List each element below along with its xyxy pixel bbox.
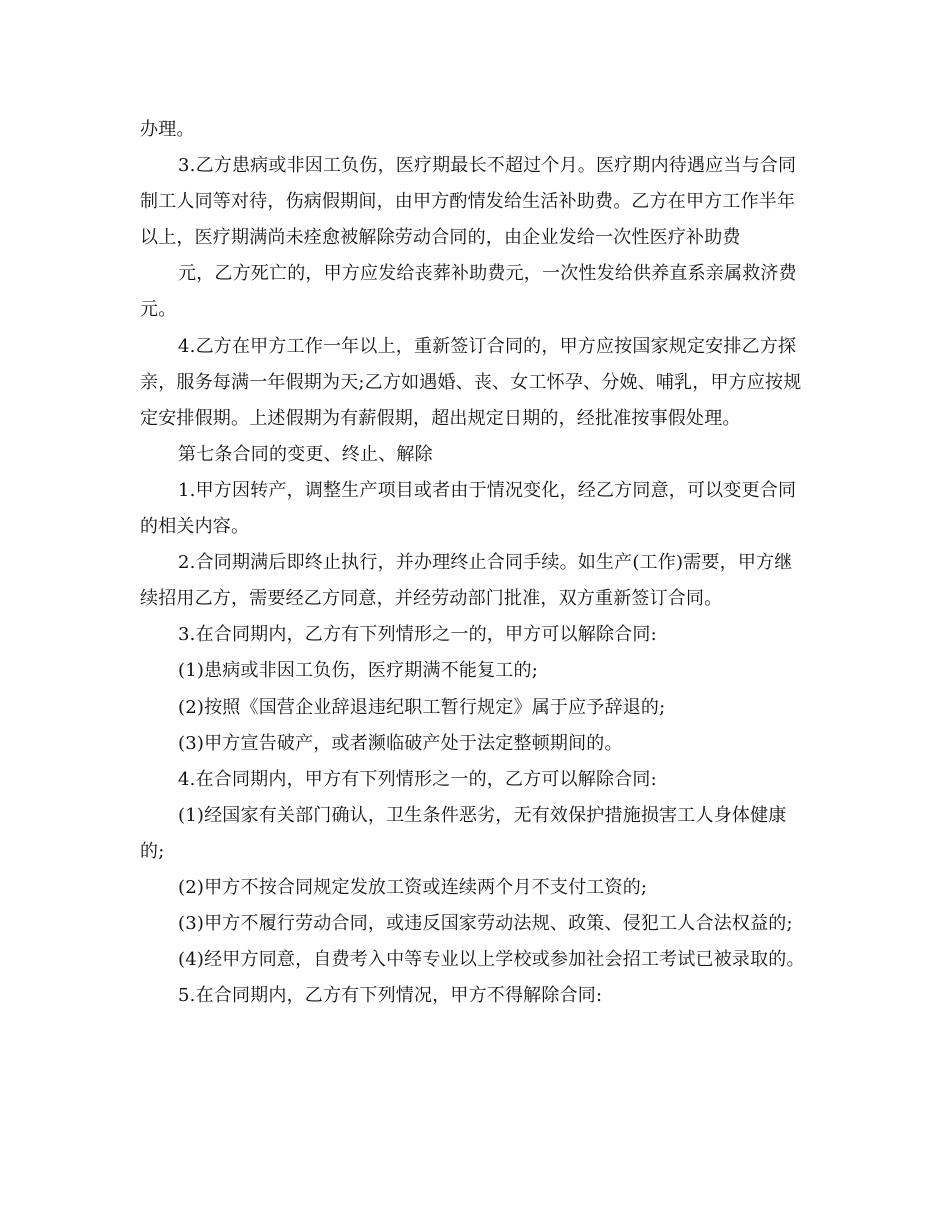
section-heading-article-7: 第七条合同的变更、终止、解除 <box>178 443 433 465</box>
list-item-7-3-1: (1)患病或非因工负伤，医疗期满不能复工的; <box>178 660 538 682</box>
paragraph-7-1-contract-change: 1.甲方因转产，调整生产项目或者由于情况变化，经乙方同意，可以变更合同的相关内容。 <box>140 479 797 538</box>
list-item-7-4-1: (1)经国家有关部门确认，卫生条件恶劣，无有效保护措施损害工人身体健康的; <box>140 804 787 862</box>
paragraph-7-5-no-termination: 5.在合同期内，乙方有下列情况，甲方不得解除合同: <box>178 985 603 1007</box>
paragraph-item-4-home-leave: 4.乙方在甲方工作一年以上，重新签订合同的，甲方应按国家规定安排乙方探亲，服务每满一年假期为天;乙方如遇婚、丧、女工怀孕、分娩、哺乳，甲方应按规定安排假期。上述假期为有薪假期，超出规定日期的，经批准按事假处理。 <box>140 335 802 429</box>
list-item-7-4-2: (2)甲方不按合同规定发放工资或连续两个月不支付工资的; <box>178 876 648 898</box>
paragraph-death-benefits: 元，乙方死亡的，甲方应发给丧葬补助费元，一次性发给供养直系亲属救济费元。 <box>140 263 797 321</box>
paragraph-item-3-medical-leave: 3.乙方患病或非因工负伤，医疗期最长不超过个月。医疗期内待遇应当与合同制工人同等对待，伤病假期间，由甲方酌情发给生活补助费。乙方在甲方工作半年以上，医疗期满尚未痊愈被解除劳动合同的，由企业发给一次性医疗补助费 <box>140 155 797 249</box>
list-item-7-4-3: (3)甲方不履行劳动合同，或违反国家劳动法规、政策、侵犯工人合法权益的; <box>178 913 793 935</box>
paragraph-7-2-contract-expiry: 2.合同期满后即终止执行，并办理终止合同手续。如生产(工作)需要，甲方继续招用乙方，需要经乙方同意，并经劳动部门批准，双方重新签订合同。 <box>140 552 793 610</box>
paragraph-7-3-employer-termination: 3.在合同期内，乙方有下列情形之一的，甲方可以解除合同: <box>178 624 657 646</box>
list-item-7-3-2: (2)按照《国营企业辞退违纪职工暂行规定》属于应予辞退的; <box>178 696 666 718</box>
paragraph-7-4-employee-termination: 4.在合同期内，甲方有下列情形之一的，乙方可以解除合同: <box>178 768 657 790</box>
document-body <box>140 112 810 1014</box>
list-item-7-4-4: (4)经甲方同意，自费考入中等专业以上学校或参加社会招工考试已被录取的。 <box>178 949 805 971</box>
list-item-7-3-3: (3)甲方宣告破产，或者濒临破产处于法定整顿期间的。 <box>178 732 623 754</box>
paragraph-continuation: 办理。 <box>140 119 195 140</box>
